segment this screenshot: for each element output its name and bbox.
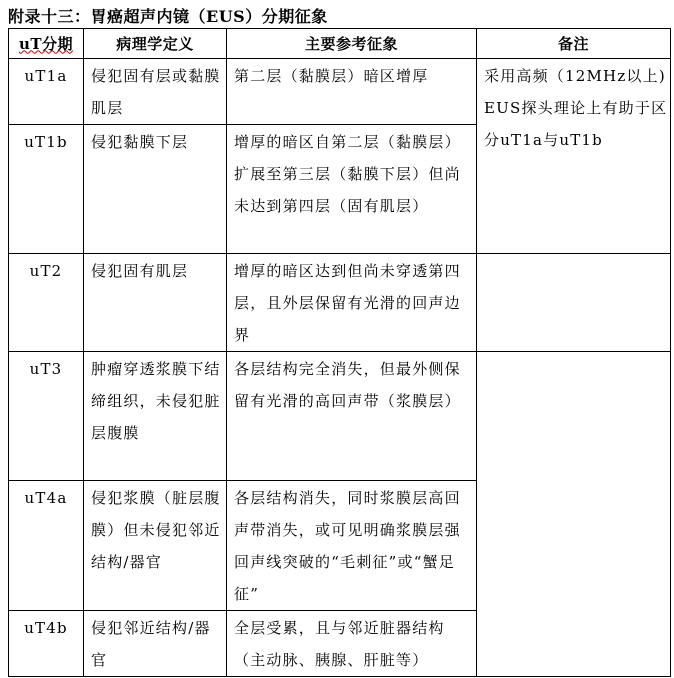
signs-cell: 全层受累，且与邻近脏器结构（主动脉、胰腺、肝脏等） <box>227 611 477 677</box>
stage-cell: uT3 <box>9 352 84 481</box>
stage-cell: uT1a <box>9 59 84 125</box>
signs-cell: 第二层（黏膜层）暗区增厚 <box>227 59 477 125</box>
header-pathology: 病理学定义 <box>84 29 227 59</box>
pathology-cell: 侵犯浆膜（脏层腹膜）但未侵犯邻近结构/器官 <box>84 481 227 611</box>
header-notes: 备注 <box>477 29 671 59</box>
pathology-cell: 侵犯固有层或黏膜肌层 <box>84 59 227 125</box>
stage-cell: uT2 <box>9 254 84 352</box>
stage-cell: uT4b <box>9 611 84 677</box>
signs-cell: 增厚的暗区自第二层（黏膜层）扩展至第三层（黏膜下层）但尚未达到第四层（固有肌层） <box>227 125 477 254</box>
table-row <box>9 352 671 481</box>
appendix-title: 附录十三：胃癌超声内镜（EUS）分期征象 <box>8 7 328 26</box>
header-stage: uT分期 <box>9 29 84 59</box>
notes-cell: 采用高频（12MHz以上)EUS探头理论上有助于区分uT1a与uT1b <box>477 59 671 254</box>
signs-cell: 增厚的暗区达到但尚未穿透第四层，且外层保留有光滑的回声边界 <box>227 254 477 352</box>
notes-empty-cell <box>477 352 671 677</box>
signs-cell: 各层结构消失，同时浆膜层高回声带消失，或可见明确浆膜层强回声线突破的“毛刺征”或“蟹足征” <box>227 481 477 611</box>
pathology-cell: 侵犯黏膜下层 <box>84 125 227 254</box>
header-signs: 主要参考征象 <box>227 29 477 59</box>
table-row <box>9 59 671 125</box>
pathology-cell: 肿瘤穿透浆膜下结缔组织，未侵犯脏层腹膜 <box>84 352 227 481</box>
table-header-row <box>9 29 671 59</box>
notes-empty-cell <box>477 254 671 352</box>
signs-cell: 各层结构完全消失，但最外侧保留有光滑的高回声带（浆膜层） <box>227 352 477 481</box>
stage-cell: uT4a <box>9 481 84 611</box>
stage-cell: uT1b <box>9 125 84 254</box>
table-row <box>9 254 671 352</box>
pathology-cell: 侵犯固有肌层 <box>84 254 227 352</box>
pathology-cell: 侵犯邻近结构/器官 <box>84 611 227 677</box>
eus-staging-table <box>8 28 671 677</box>
